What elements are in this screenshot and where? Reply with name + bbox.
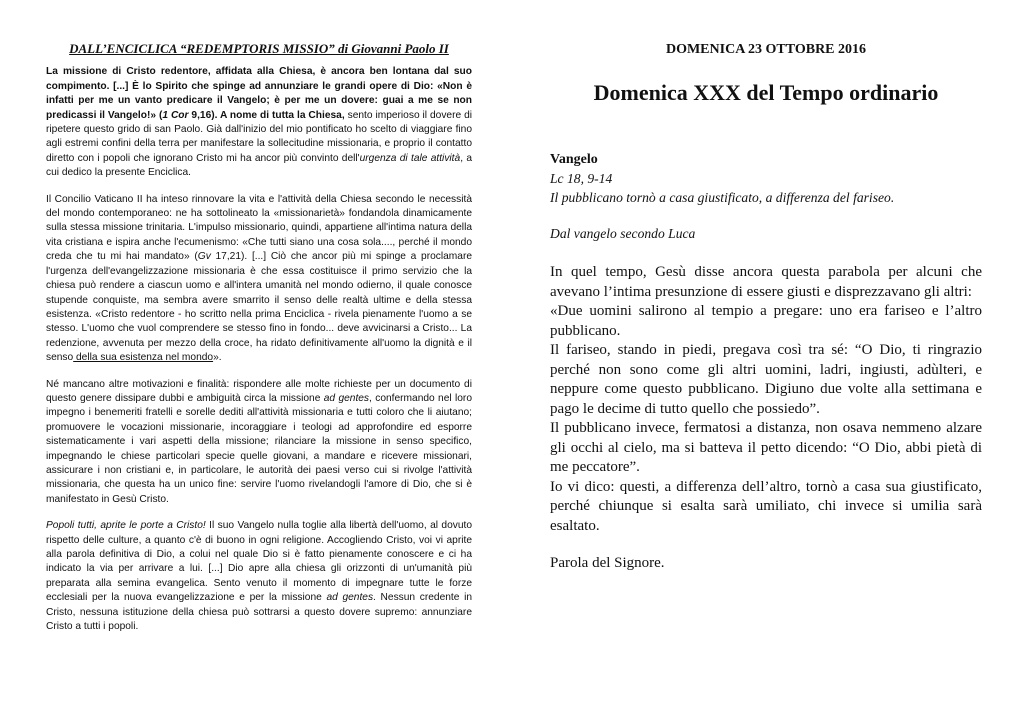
- p4-a: Il suo Vangelo nulla toglie alla libertà dell'uomo, al dovuto rispetto delle culture, a quanto c'è di buono in ogni religione. Accogliendo Cristo, voi vi aprite alla parola definitiva di Dio, a colui nel quale Dio si è fatto pienamente conoscere e ci ha indicato la via per arrivare a lui. [...] Dio apre alla chiesa gli orizzonti di un'umanità più preparata alla semina evangelica. Sento venuto il momento di impegnare tutte le forze ecclesiali per la nuova evangelizzazione e per la missione: [46, 520, 472, 604]
- p2-b: 17,21). [...] Ciò che ancor più mi spinge a proclamare l'urgenza dell'evangelizzazione missionaria è che essa costituisce il primo servizio che la chiesa può rendere a ciascun uomo e all'intera umanità nel mondo odierno, il quale conosce stupende conquiste, ma sembra avere smarrito il senso delle realtà ultime e della stessa esistenza. «Cristo redentore - ho scritto nella prima Enciclica - rivela pienamente l'uomo a se stesso. L'uomo che vuol comprendere se stesso fino in fondo... deve avvicinarsi a Cristo... La redenzione, avvenuta per mezzo della croce, ha ridato definitivamente all'uomo la dignità e il senso: [46, 251, 473, 364]
- p1-bold-ref-rest: 9,16). A nome di tutta la Chiesa,: [188, 109, 345, 121]
- gospel-summary: Il pubblicano tornò a casa giustificato, a differenza del fariseo.: [550, 190, 895, 205]
- gospel-text: [550, 263, 982, 574]
- p1-rest-b: , a cui dedico la presente Enciclica.: [46, 152, 473, 179]
- encyclical-paragraph-4: [46, 519, 472, 634]
- p2-ref-italic: Gv: [197, 251, 211, 263]
- p1-bold-intro: La missione di Cristo redentore, affidata alla Chiesa, è ancora ben lontana dal suo compimento. [...] È lo Spirito che spinge ad annunziare le grandi opere di Dio: «Non è infatti per me un vanto predicare il Vangelo; è per me un dovere: guai a me se non predicassi il Vangelo!» (: [46, 66, 472, 121]
- encyclical-paragraph-3: [46, 378, 472, 508]
- p2-c: ».: [213, 352, 222, 364]
- p4-italic: ad gentes: [326, 592, 374, 604]
- p4-b: . Nessun credente in Cristo, nessuna istituzione della chiesa può sottrarsi a questo dovere supremo: annunziare Cristo a tutti i popoli.: [46, 592, 473, 633]
- gospel-paragraph: «Due uomini salirono al tempio a pregare: uno era fariseo e l’altro pubblicano.: [550, 303, 982, 339]
- p3-b: , confermando nel loro impegno i benemeriti fratelli e sorelle dediti all'attività missionaria e tutti coloro che li aiutano; promuovere le vocazioni missionarie, incoraggiare i teologi ad approfondire ed esporre sistematicamente i vari aspetti della missione; rilanciare la missione in senso specifico, impegnando le chiese particolari specie quelle giovani, a mandare e ricevere missionari, assicurare i non cristiani e, in particolare, le autorità dei paesi verso cui si rivolge l'attività missionaria, che questa ha un unico fine: servire l'uomo rivelandogli l'amore di Dio, che si è manifestato in Gesù Cristo.: [46, 392, 472, 505]
- p3-a: Né mancano altre motivazioni e finalità: rispondere alle molte richieste per un documento di questo genere dissipare dubbi e ambiguità circa la missione: [46, 378, 472, 404]
- gospel-source: Dal vangelo secondo Luca: [550, 226, 696, 241]
- gospel-reference: Lc 18, 9-14: [550, 171, 613, 186]
- sunday-date: DOMENICA 23 OTTOBRE 2016: [665, 42, 867, 57]
- encyclical-paragraph-1: [46, 65, 472, 180]
- vangelo-label: Vangelo: [550, 152, 598, 167]
- p1-rest-italic: urgenza di tale attività: [359, 152, 461, 164]
- encyclical-column: [46, 42, 472, 646]
- gospel-paragraph: Io vi dico: questi, a differenza dell’altro, tornò a casa sua giustificato, perché chiunque si esalta sarà umiliato, chi invece si umilia sarà esaltato.: [550, 478, 982, 534]
- feast-title: Domenica XXX del Tempo ordinario: [593, 80, 939, 105]
- gospel-paragraph: In quel tempo, Gesù disse ancora questa parabola per alcuni che avevano l’intima presunzione di essere giusti e disprezzavano gli altri:: [550, 264, 982, 300]
- liturgy-column: [550, 42, 982, 574]
- encyclical-title: DALL’ENCICLICA “REDEMPTORIS MISSIO” di Giovanni Paolo II: [69, 41, 449, 56]
- p1-bold-ref-italic: 1 Cor: [162, 109, 189, 121]
- p1-rest-a: sento imperioso il dovere di ripetere questo grido di san Paolo. Già dall'inizio del mio pontificato ho scelto di viaggiare fino agli estremi confini della terra per manifestare la sollecitudine missionaria, e proprio il contatto diretto con i popoli che ignorano Cristo mi ha ancor più convinto dell': [46, 109, 472, 164]
- p3-italic: ad gentes: [323, 392, 370, 404]
- gospel-paragraph: Il fariseo, stando in piedi, pregava così tra sé: “O Dio, ti ringrazio perché non sono come gli altri uomini, ladri, ingiusti, adùlteri, e neppure come questo pubblicano. Digiuno due volte alla settimana e pago le decime di tutto quello che possiedo”.: [550, 342, 982, 417]
- encyclical-paragraph-2: [46, 193, 472, 366]
- p4-italic-intro: Popoli tutti, aprite le porte a Cristo!: [46, 520, 206, 532]
- gospel-closing: Parola del Signore.: [550, 555, 665, 571]
- p2-a: Il Concilio Vaticano II ha inteso rinnovare la vita e l'attività della Chiesa secondo le necessità del mondo contemporaneo: ne ha sottolineato la «missionarietà» fondandola dinamicamente sulla stessa missione trinitaria. L'impulso missionario, quindi, appartiene all'intima natura della vita cristiana e ispira anche l'ecumenismo: «Che tutti siano una cosa sola...., perché il mondo creda che tu mi hai mandato» (: [46, 193, 472, 263]
- p2-underlined: della sua esistenza nel mondo: [73, 352, 214, 364]
- gospel-paragraph: Il pubblicano invece, fermatosi a distanza, non osava nemmeno alzare gli occhi al cielo, ma si batteva il petto dicendo: “O Dio, abbi pietà di me peccatore”.: [550, 420, 982, 475]
